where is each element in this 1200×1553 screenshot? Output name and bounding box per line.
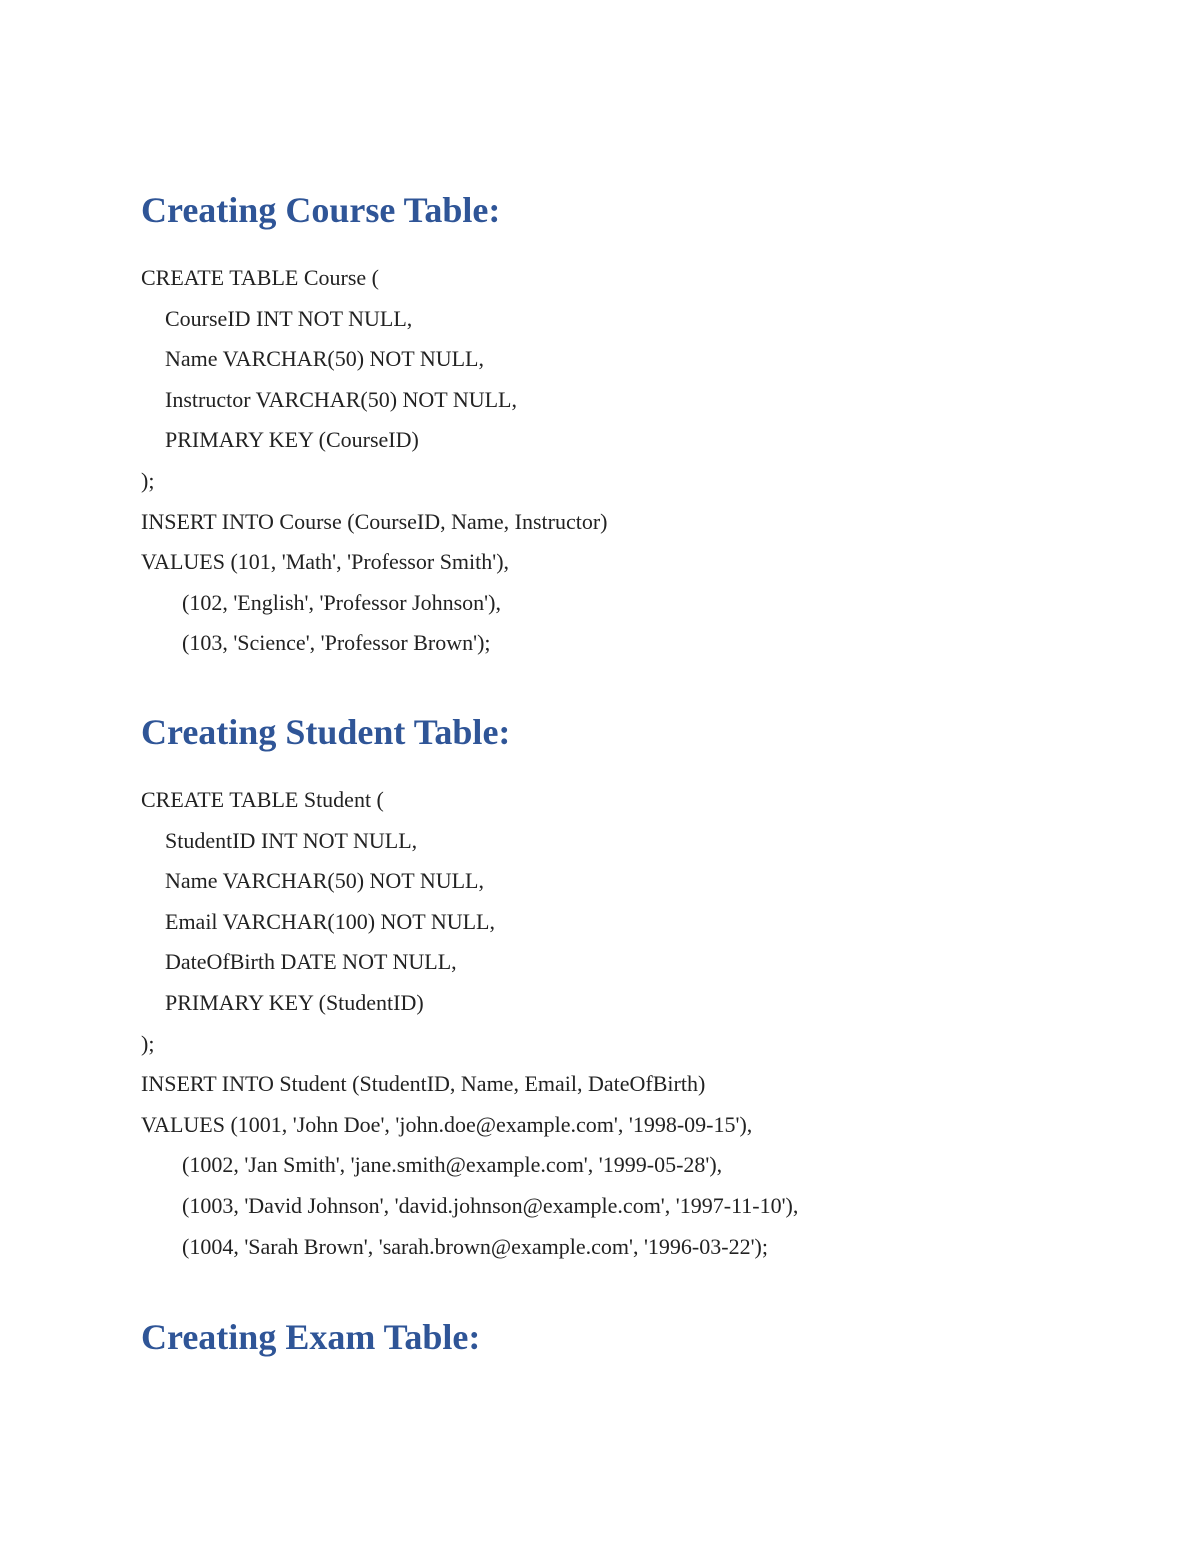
code-line: VALUES (1001, 'John Doe', 'john.doe@example.com', '1998-09-15'),	[141, 1111, 753, 1137]
code-line: CREATE TABLE Course (	[141, 265, 379, 290]
code-line: INSERT INTO Course (CourseID, Name, Instructor)	[141, 508, 608, 534]
exam-section	[141, 1315, 1041, 1359]
student-section	[141, 710, 1041, 1267]
course-sql-block	[141, 258, 1041, 664]
code-line: (1004, 'Sarah Brown', 'sarah.brown@example.com', '1996-03-22');	[182, 1233, 768, 1259]
code-line: StudentID INT NOT NULL,	[165, 827, 418, 853]
code-line: Name VARCHAR(50) NOT NULL,	[165, 868, 484, 894]
code-line: DateOfBirth DATE NOT NULL,	[165, 949, 457, 975]
code-line: PRIMARY KEY (CourseID)	[165, 427, 419, 453]
code-line: Name VARCHAR(50) NOT NULL,	[165, 346, 484, 372]
exam-table-heading: Creating Exam Table:	[141, 1317, 481, 1357]
code-line: VALUES (101, 'Math', 'Professor Smith'),	[141, 549, 510, 575]
student-table-heading: Creating Student Table:	[141, 712, 511, 752]
student-sql-block	[141, 780, 1041, 1267]
code-line: Instructor VARCHAR(50) NOT NULL,	[165, 386, 517, 412]
code-line: );	[141, 467, 155, 493]
code-line: CREATE TABLE Student (	[141, 787, 384, 812]
code-line: CourseID INT NOT NULL,	[165, 305, 413, 331]
course-section	[141, 188, 1041, 664]
code-line: (103, 'Science', 'Professor Brown');	[182, 630, 491, 656]
code-line: PRIMARY KEY (StudentID)	[165, 989, 424, 1015]
code-line: (1002, 'Jan Smith', 'jane.smith@example.com', '1999-05-28'),	[182, 1152, 723, 1178]
code-line: (1003, 'David Johnson', 'david.johnson@example.com', '1997-11-10'),	[182, 1192, 799, 1218]
code-line: );	[141, 1030, 155, 1056]
code-line: INSERT INTO Student (StudentID, Name, Email, DateOfBirth)	[141, 1071, 706, 1097]
course-table-heading: Creating Course Table:	[141, 190, 501, 230]
code-line: (102, 'English', 'Professor Johnson'),	[182, 589, 501, 615]
code-line: Email VARCHAR(100) NOT NULL,	[165, 908, 495, 934]
